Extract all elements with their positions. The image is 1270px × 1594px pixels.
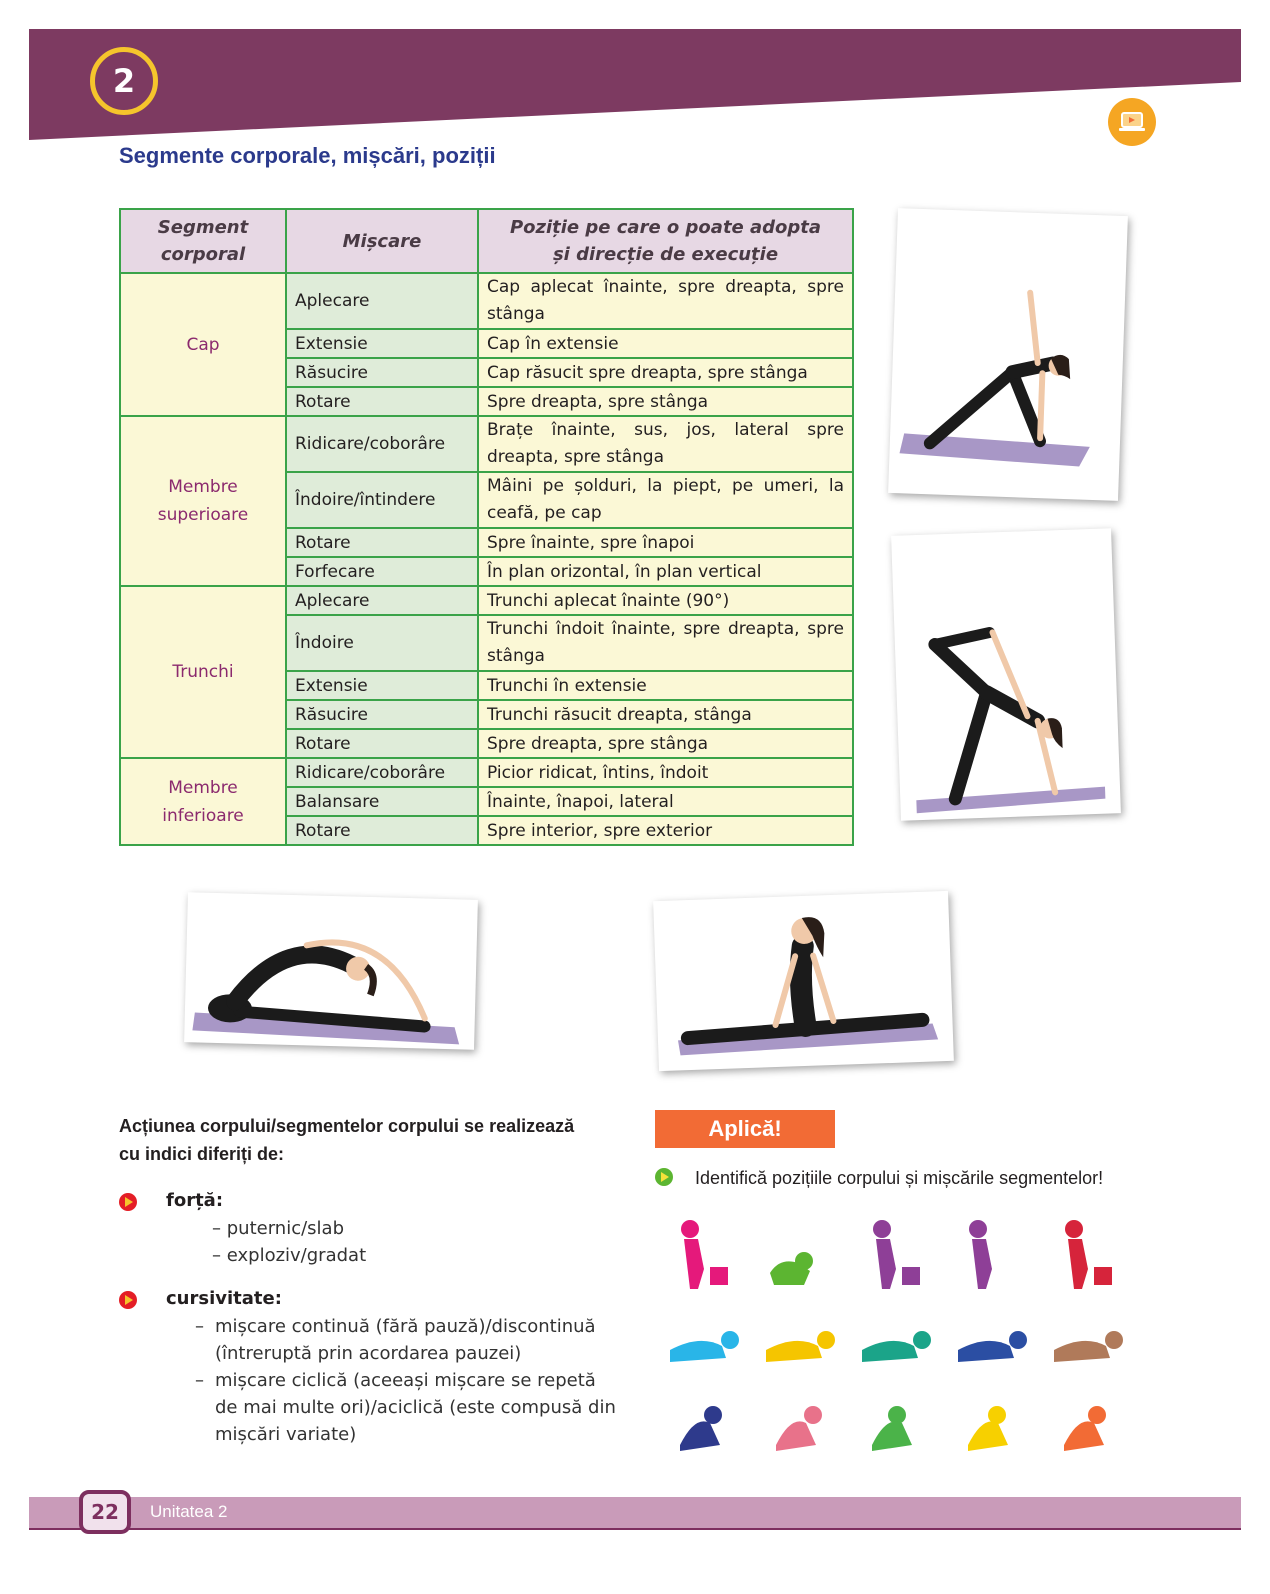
list-item: – mișcare ciclică (aceeași mișcare se repetă de mai multe ori)/aciclică (este compusă din mișcări variate) [195,1370,616,1445]
intro-text: Acțiunea corpului/segmentelor corpului se realizează cu indici diferiți de: [119,1116,575,1164]
position-cell: În plan orizontal, în plan vertical [478,557,853,586]
table-header-row [120,209,853,273]
split-pose-photo [653,891,954,1071]
arrow-bullet-icon [119,1291,137,1309]
laptop-icon[interactable] [1108,98,1156,146]
movement-cell: Îndoire [286,615,478,671]
pose-figure [968,1406,1008,1451]
table-row [120,273,853,329]
position-cell: Trunchi în extensie [478,671,853,700]
pose-figure [969,1220,992,1289]
table-row [120,586,853,615]
position-cell: Cap în extensie [478,329,853,358]
list-item: – puternic/slab [212,1218,344,1239]
unit-label: Unitatea 2 [150,1502,228,1521]
movement-cell: Forfecare [286,557,478,586]
movement-cell: Rotare [286,816,478,845]
task-instruction: Identifică pozițiile corpului și mișcările segmentelor! [655,1168,1103,1189]
force-bullet [119,1190,639,1269]
pose-figure [862,1331,931,1362]
pose-figure [1064,1406,1106,1451]
lesson-number-badge [90,47,158,115]
movement-cell: Răsucire [286,700,478,729]
movement-cell: Ridicare/coborâre [286,758,478,787]
pose-figure [680,1406,722,1451]
pose-figure [776,1406,822,1451]
position-cell: Cap aplecat înainte, spre dreapta, spre stânga [478,273,853,329]
segment-cell: Trunchi [120,586,286,758]
force-title: forță: [166,1190,224,1211]
position-cell: Înainte, înapoi, lateral [478,787,853,816]
position-cell: Trunchi îndoit înainte, spre dreapta, spre stânga [478,615,853,671]
pose-figure [770,1252,813,1285]
header-band [0,0,1270,150]
pose-figure [958,1331,1027,1362]
pose-figure [873,1220,920,1289]
seated-side-bend-photo [184,892,478,1050]
continuity-bullet [119,1288,639,1448]
position-cell: Spre dreapta, spre stânga [478,387,853,416]
pose-figures-grid [660,1210,1150,1465]
pose-figure [1054,1331,1123,1362]
header-position: Poziție pe care o poate adopta și direcție de execuție [478,209,853,273]
pose-figure [670,1331,739,1362]
arrow-bullet-icon [655,1168,673,1186]
movement-cell: Extensie [286,329,478,358]
list-item: – mișcare continuă (fără pauză)/discontinuă (întreruptă prin acordarea pauzei) [195,1316,596,1364]
position-cell: Spre înainte, spre înapoi [478,528,853,557]
pose-figure [681,1220,728,1289]
apply-button[interactable]: Aplică! [655,1110,835,1148]
section-title: Segmente corporale, mișcări, poziții [119,143,496,168]
table-row [120,758,853,787]
position-cell: Spre dreapta, spre stânga [478,729,853,758]
movement-cell: Aplecare [286,586,478,615]
movement-cell: Extensie [286,671,478,700]
position-cell: Mâini pe șolduri, la piept, pe umeri, la ceafă, pe cap [478,472,853,528]
position-cell: Picior ridicat, întins, îndoit [478,758,853,787]
continuity-title: cursivitate: [166,1288,282,1309]
movement-cell: Balansare [286,787,478,816]
table-row [120,416,853,472]
page-number: 22 [79,1490,131,1534]
lesson-number: 2 [112,62,136,100]
position-cell: Brațe înainte, sus, jos, lateral spre dreapta, spre stânga [478,416,853,472]
position-cell: Cap răsucit spre dreapta, spre stânga [478,358,853,387]
position-cell: Trunchi răsucit dreapta, stânga [478,700,853,729]
segments-table [119,208,854,846]
segment-cell: Membre superioare [120,416,286,586]
arrow-bullet-icon [119,1193,137,1211]
movement-cell: Îndoire/întindere [286,472,478,528]
movement-cell: Răsucire [286,358,478,387]
movement-cell: Ridicare/coborâre [286,416,478,472]
header-movement: Mișcare [286,209,478,273]
pose-figure [1065,1220,1112,1289]
pose-figure [766,1331,835,1362]
movement-cell: Aplecare [286,273,478,329]
header-segment: Segment corporal [120,209,286,273]
movement-cell: Rotare [286,387,478,416]
list-item: – exploziv/gradat [212,1245,367,1266]
movement-cell: Rotare [286,528,478,557]
movement-cell: Rotare [286,729,478,758]
pose-figure [872,1406,912,1451]
position-cell: Trunchi aplecat înainte (90°) [478,586,853,615]
segment-cell: Cap [120,273,286,416]
segment-cell: Membre inferioare [120,758,286,845]
position-cell: Spre interior, spre exterior [478,816,853,845]
triangle-pose-photo [888,208,1128,501]
standing-split-pose-photo [891,528,1121,821]
